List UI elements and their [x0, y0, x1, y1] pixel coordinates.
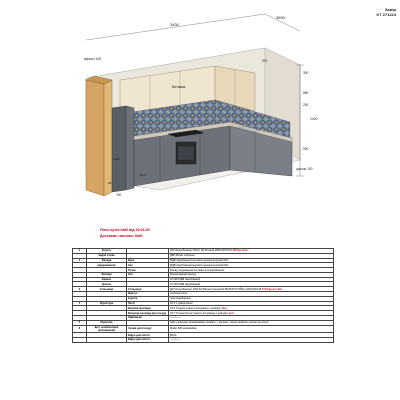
- dim-900: 900: [303, 147, 309, 151]
- row-number: 6: [73, 325, 87, 333]
- row-value-text: Фасад подражений на 22мм для відкривання: [170, 268, 225, 272]
- row-key: Низ: [127, 263, 169, 268]
- row-value-text: ------/------: [170, 338, 182, 342]
- row-value-text: Muller 800 нержавійка: [170, 327, 197, 331]
- row-value-text: Н=100 МДФ фарбований: [170, 278, 201, 282]
- order-title: Лікео кухні Кабі від 25.04.25: [100, 228, 150, 232]
- row-group: Карниз: [87, 277, 127, 282]
- row-value-text: плитка/плитка: [170, 292, 188, 296]
- dim-740: 740: [116, 193, 122, 197]
- row-key: Висувні шухляди: [127, 306, 169, 311]
- row-value-price: 7744грн./шт 2шт: [261, 287, 283, 291]
- dim-width-side: 3590: [276, 15, 285, 20]
- row-key: Петлі: [127, 301, 169, 306]
- row-group: Фасади: [87, 258, 127, 263]
- row-value-text: GTV Телескопічна повного висування з доводжч: [170, 311, 229, 315]
- row-key: Верх: [127, 258, 169, 263]
- spec-body: [73, 249, 334, 343]
- row-value-text: Фрезерований фасад: [170, 273, 196, 277]
- row-number: 3: [73, 287, 87, 292]
- dim-860: 860: [303, 91, 309, 95]
- row-value-text: Н=100 МДФ фарбований: [170, 282, 201, 286]
- row-key: Фартух: [127, 292, 169, 297]
- row-group: Фурнітура: [87, 301, 127, 306]
- row-key: Відро для сміття: [127, 338, 169, 343]
- row-value-price: 1шт.: [228, 311, 235, 315]
- spec-table: [72, 248, 334, 343]
- row-group: [87, 338, 127, 343]
- row-value-text: LED у врізному алюмінієвому профілі, у дві верх. секції, вимикач сенсор на дотик: [170, 321, 269, 325]
- row-value-text: Blindi: [170, 333, 177, 337]
- row-key: Відро для сміття: [127, 333, 169, 338]
- dim-left: 40: [108, 181, 112, 185]
- row-value: [169, 338, 334, 343]
- row-value-text: МДФ фарбований матовий однокольоровий RAL: [170, 263, 229, 267]
- dim-370: 370: [262, 59, 268, 63]
- order-delivery: Доставка і монтаж: Кабі: [100, 234, 143, 238]
- row-value-price: 287грн./лист: [232, 249, 249, 253]
- row-value-text: ДСП Егер/Ламінат Оберт PE Мокрий 2800х2070х16: [170, 249, 233, 253]
- hood-label: Витяжка: [172, 85, 186, 89]
- row-group: Фасадні: [87, 272, 127, 277]
- row-value-text: GTV з доводчиком: [170, 301, 193, 305]
- row-value-text: ------/------: [170, 316, 182, 320]
- row-value-text: ДВП Біла/з порізкою: [170, 254, 195, 258]
- table-row: [73, 338, 334, 343]
- row-group: Підсвітка: [87, 320, 127, 325]
- dim-300: 300: [303, 71, 309, 75]
- row-key: Бортик: [127, 296, 169, 301]
- dim-cornice: карниз 100: [84, 57, 102, 61]
- row-value-text: ДСП Егер/Ламінат 4200 ЕК Вапняк Кремовий ВОЛОГОСТІЙКА 4200х600х38: [170, 287, 262, 291]
- row-value-text: пристінний/алюм: [170, 297, 191, 301]
- dim-width-main: 3400: [170, 22, 179, 27]
- row-number: 4: [73, 301, 87, 306]
- row-key: Висувна шухляда для посуду: [127, 311, 169, 316]
- row-value: [169, 325, 334, 333]
- row-group: Цоколь: [87, 282, 127, 287]
- fridge-label: МДФ: [113, 157, 120, 161]
- row-key: Стільниця: [127, 287, 169, 292]
- carcass-label: ДСП: [140, 173, 147, 177]
- order-header: [100, 227, 320, 239]
- row-number: 5: [73, 320, 87, 325]
- tall-column: [112, 106, 134, 192]
- row-value-text: МДФ фарбований матовий однокольоровий RAL: [170, 258, 229, 262]
- title-line-2: КТ 271224: [376, 12, 396, 17]
- row-number: 2: [73, 258, 87, 263]
- row-number: 1: [73, 249, 87, 254]
- table-row: [73, 325, 334, 333]
- row-key: Низ: [127, 272, 169, 277]
- wall-column: [86, 76, 112, 196]
- row-value-text: GTV Тандем повного висування з доводжч: [170, 306, 223, 310]
- dim-plinth: цоколь 100: [296, 167, 313, 171]
- row-group: Корпус: [87, 249, 127, 254]
- row-group: Задня стінка: [87, 253, 127, 258]
- row-key: Ручки: [127, 268, 169, 273]
- row-value-price: 5шт.: [222, 306, 228, 310]
- row-key: Сушка для посуду: [127, 325, 169, 333]
- row-key: Підйомник: [127, 315, 169, 320]
- row-number: [73, 338, 87, 343]
- row-group: відкриванням: [87, 263, 127, 268]
- dim-200: 200: [303, 103, 309, 107]
- row-group: Стільниця: [87, 287, 127, 292]
- dim-1420: 1420: [310, 117, 318, 121]
- title-line-1: Замір: [384, 7, 396, 12]
- row-group: Доп. комплектація (наповнення): [87, 325, 127, 333]
